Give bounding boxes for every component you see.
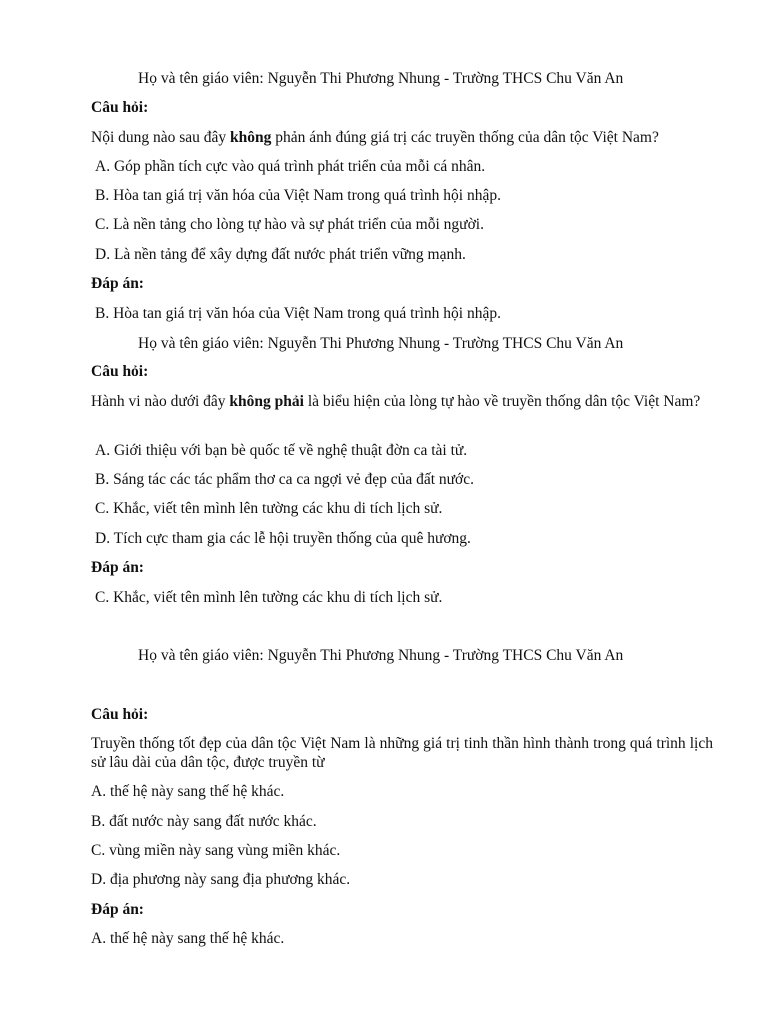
question-label-3: Câu hỏi: (91, 706, 149, 723)
answer-label-1: Đáp án: (91, 275, 144, 292)
question-2-option-a: A. Giới thiệu với bạn bè quốc tế về nghệ thuật đờn ca tài tử. (95, 442, 468, 459)
question-1-option-a: A. Góp phần tích cực vào quá trình phát triển của mỗi cá nhân. (95, 158, 486, 175)
question-1-text-before: Nội dung nào sau đây (91, 129, 231, 146)
question-1-text-after: phản ánh đúng giá trị các truyền thống của dân tộc Việt Nam? (271, 129, 659, 146)
question-label-2: Câu hỏi: (91, 363, 149, 380)
question-2-text (91, 392, 713, 411)
question-2-text-before: Hành vi nào dưới đây (91, 393, 230, 410)
question-2-option-d: D. Tích cực tham gia các lễ hội truyền thống của quê hương. (95, 530, 471, 547)
question-1-option-c: C. Là nền tảng cho lòng tự hào và sự phát triển của mỗi người. (95, 216, 484, 233)
question-1-text (91, 128, 713, 147)
question-2-option-c: C. Khắc, viết tên mình lên tường các khu di tích lịch sử. (95, 500, 443, 517)
answer-label-2: Đáp án: (91, 559, 144, 576)
question-3-text: Truyền thống tốt đẹp của dân tộc Việt Nam là những giá trị tinh thần hình thành trong quá trình lịch sử lâu dài của dân tộc, được truyền từ (91, 735, 713, 771)
question-1-answer: B. Hòa tan giá trị văn hóa của Việt Nam trong quá trình hội nhập. (95, 305, 501, 322)
question-3-answer: A. thế hệ này sang thế hệ khác. (91, 930, 285, 947)
question-3-option-b: B. đất nước này sang đất nước khác. (91, 813, 317, 830)
question-3-option-c: C. vùng miền này sang vùng miền khác. (91, 842, 341, 859)
teacher-line-2: Họ và tên giáo viên: Nguyễn Thi Phương Nhung - Trường THCS Chu Văn An (138, 335, 624, 352)
question-3-option-a: A. thế hệ này sang thế hệ khác. (91, 783, 285, 800)
teacher-line-3: Họ và tên giáo viên: Nguyễn Thi Phương Nhung - Trường THCS Chu Văn An (138, 647, 624, 664)
question-label-1: Câu hỏi: (91, 99, 149, 116)
question-2-option-b: B. Sáng tác các tác phẩm thơ ca ca ngợi vẻ đẹp của đất nước. (95, 471, 475, 488)
answer-label-3: Đáp án: (91, 901, 144, 918)
question-2-text-bold: không phải (229, 393, 304, 410)
question-1-option-d: D. Là nền tảng để xây dựng đất nước phát triển vững mạnh. (95, 246, 466, 263)
question-2-text-after: là biểu hiện của lòng tự hào về truyền thống dân tộc Việt Nam? (303, 393, 701, 410)
question-1-option-b: B. Hòa tan giá trị văn hóa của Việt Nam trong quá trình hội nhập. (95, 187, 501, 204)
question-2-answer: C. Khắc, viết tên mình lên tường các khu di tích lịch sử. (95, 589, 443, 606)
question-3-option-d: D. địa phương này sang địa phương khác. (91, 871, 351, 888)
teacher-line-1: Họ và tên giáo viên: Nguyễn Thi Phương Nhung - Trường THCS Chu Văn An (138, 70, 624, 87)
question-1-text-bold: không (230, 129, 272, 146)
